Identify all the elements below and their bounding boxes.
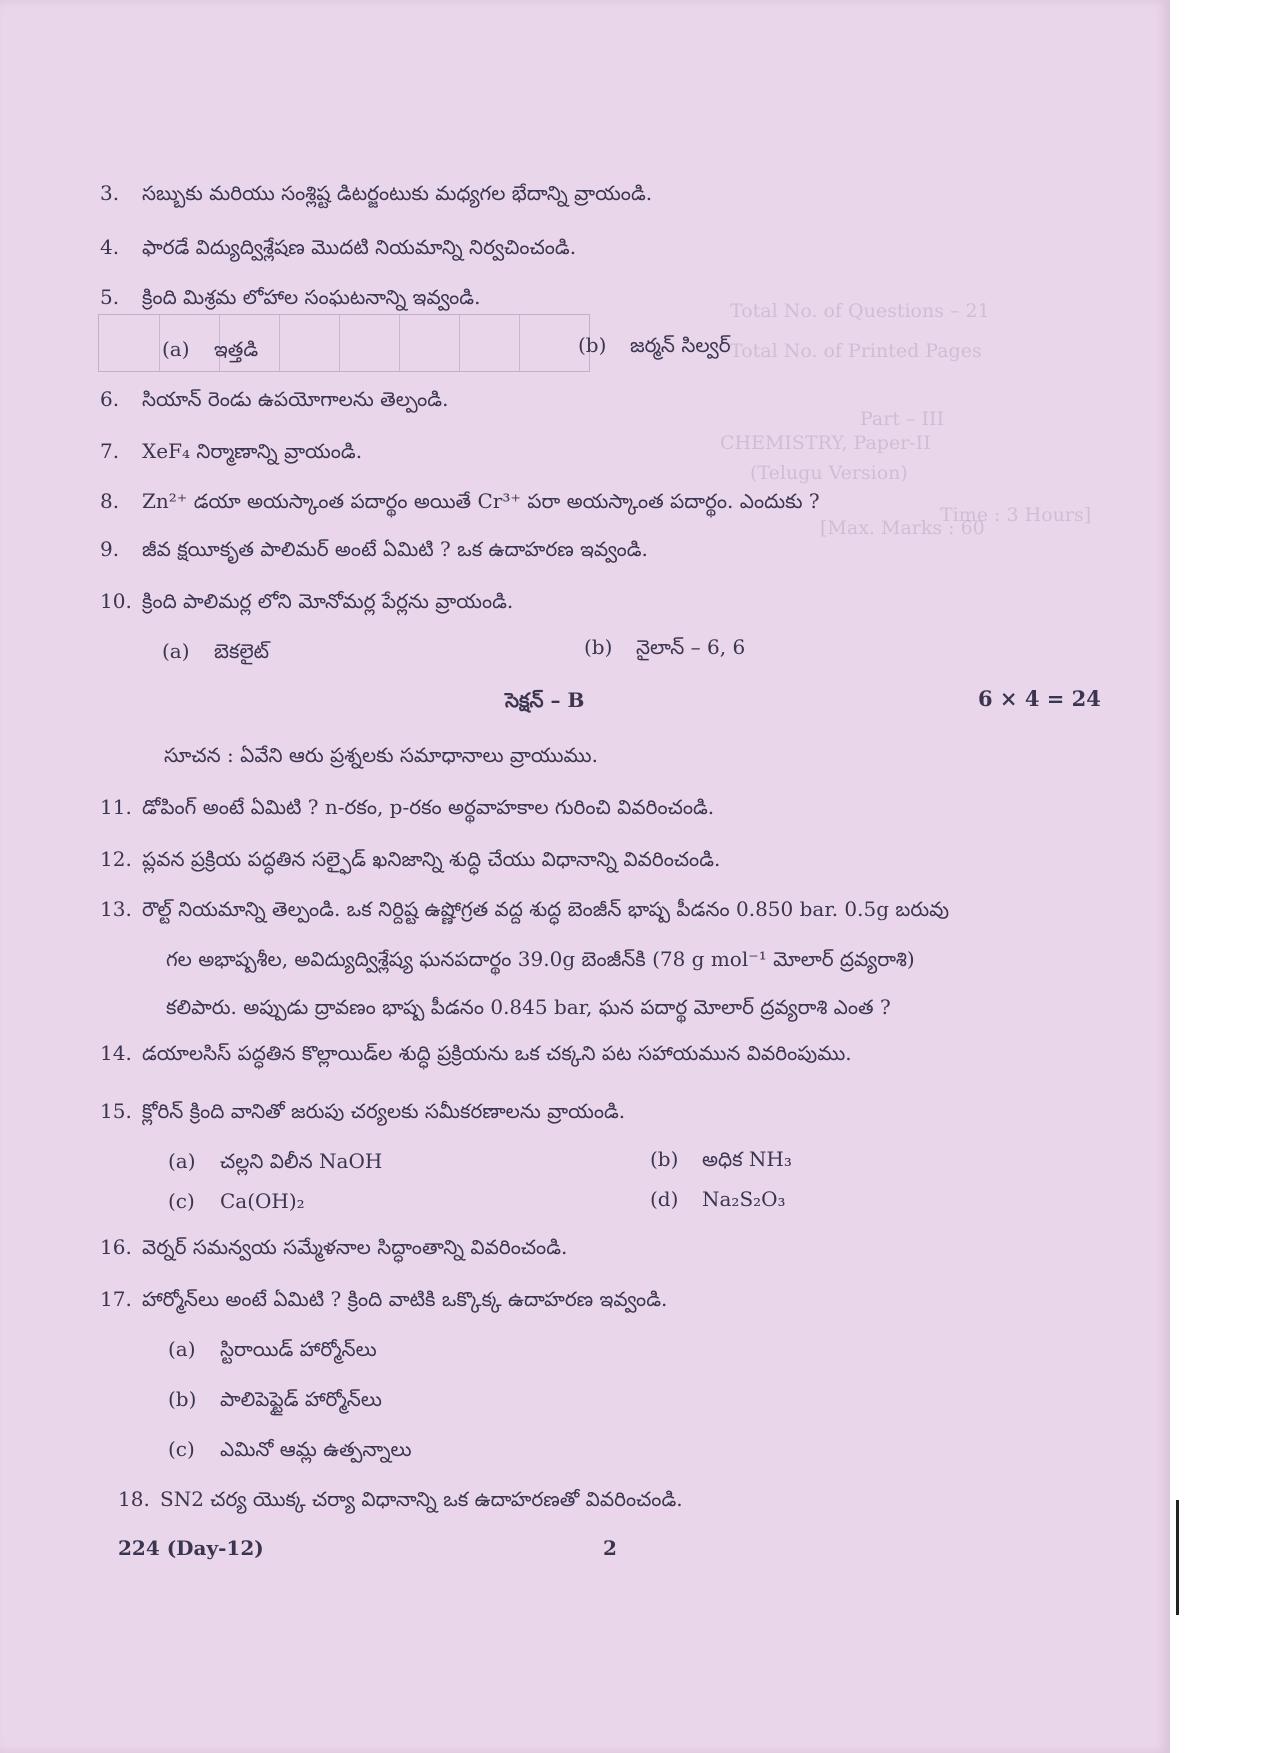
- question-text: క్రింది మిశ్రమ లోహాల సంఘటనాన్ని ఇవ్వండి.: [142, 285, 481, 309]
- option-10b: [584, 634, 745, 660]
- question-text: ప్లవన ప్రక్రియ పద్ధతిన సల్ఫైడ్ ఖనిజాన్ని శుద్ధి చేయు విధానాన్ని వివరించండి.: [142, 847, 721, 871]
- question-number: 5.: [100, 285, 120, 309]
- question-text: Zn²⁺ డయా అయస్కాంత పదార్థం అయితే Cr³⁺ పరా అయస్కాంత పదార్థం. ఎందుకు ?: [142, 489, 820, 513]
- question-text: సబ్బుకు మరియు సంశ్లిష్ట డిటర్జంటుకు మధ్యగల భేదాన్ని వ్రాయండి.: [142, 181, 653, 205]
- showthrough-text: (Telugu Version): [750, 462, 908, 484]
- question-number: 7.: [100, 439, 120, 463]
- question-text: ఫారడే విద్యుద్విశ్లేషణ మొదటి నియమాన్ని నిర్వచించండి.: [142, 235, 577, 259]
- question-text: డోపింగ్ అంటే ఏమిటి ? n-రకం, p-రకం అర్థవాహకాల గురించి వివరించండి.: [142, 795, 715, 819]
- section-instruction: సూచన : ఏవేని ఆరు ప్రశ్నలకు సమాధానాలు వ్రాయుము.: [164, 743, 598, 767]
- question-text: డయాలసిస్ పద్ధతిన కొల్లాయిడ్‌ల శుద్ధి ప్రక్రియను ఒక చక్కని పట సహాయమున వివరింపుము.: [142, 1041, 852, 1065]
- option-label: (a): [162, 639, 190, 663]
- question-text: హార్మోన్‌లు అంటే ఏమిటి ? క్రింది వాటికి ఒక్కొక్క ఉదాహరణ ఇవ్వండి.: [142, 1287, 668, 1311]
- option-label: (b): [168, 1387, 197, 1411]
- option-label: (a): [168, 1337, 196, 1361]
- question-number: 10.: [100, 589, 132, 613]
- question-text: క్రింది పాలిమర్ల లోని మోనోమర్ల పేర్లను వ్రాయండి.: [142, 589, 514, 613]
- question-number: 14.: [100, 1041, 132, 1065]
- question-3: [100, 180, 1090, 206]
- question-15: [100, 1098, 1090, 1124]
- question-17: [100, 1286, 1090, 1312]
- question-number: 11.: [100, 795, 132, 819]
- option-17a: [168, 1336, 377, 1362]
- question-12: [100, 846, 1090, 872]
- question-14: [100, 1040, 1090, 1066]
- showthrough-text: Time : 3 Hours]: [940, 504, 1092, 526]
- question-5: [100, 284, 1090, 310]
- question-text: జీవ క్షయీకృత పాలిమర్ అంటే ఏమిటి ? ఒక ఉదాహరణ ఇవ్వండి.: [142, 537, 648, 561]
- question-number: 9.: [100, 537, 120, 561]
- question-text: SN2 చర్య యొక్క చర్యా విధానాన్ని ఒక ఉదాహరణతో వివరించండి.: [160, 1487, 683, 1511]
- showthrough-text: Part – III: [860, 408, 945, 430]
- question-number: 17.: [100, 1287, 132, 1311]
- question-7: [100, 438, 1090, 464]
- option-text: స్టిరాయిడ్ హార్మోన్‌లు: [220, 1337, 377, 1361]
- question-text: రౌల్ట్ నియమాన్ని తెల్పండి. ఒక నిర్దిష్ట ఉష్ణోగ్రత వద్ద శుద్ధ బెంజీన్ భాష్ప పీడనం 0.850 bar. 0.5g బరువు: [142, 897, 950, 921]
- option-15a: [168, 1148, 382, 1174]
- question-number: 12.: [100, 847, 132, 871]
- option-label: (b): [578, 333, 607, 357]
- option-text: ఎమినో ఆమ్ల ఉత్పన్నాలు: [220, 1437, 412, 1461]
- question-16: [100, 1234, 1090, 1260]
- option-5b: [578, 332, 731, 358]
- question-text: XeF₄ నిర్మాణాన్ని వ్రాయండి.: [142, 439, 363, 463]
- question-number: 15.: [100, 1099, 132, 1123]
- section-marks: 6 × 4 = 24: [978, 686, 1101, 711]
- section-title: సెక్షన్ – B: [505, 688, 585, 712]
- question-8: [100, 488, 1090, 514]
- option-15b: [650, 1146, 792, 1172]
- question-number: 6.: [100, 387, 120, 411]
- showthrough-text: [Max. Marks : 60: [820, 517, 985, 539]
- question-13-continuation: గల అభాష్పశీల, అవిద్యుద్విశ్లేష్య ఘనపదార్థం 39.0g బెంజీన్‌కి (78 g mol⁻¹ మోలార్ ద్రవ్యరాశి): [166, 947, 915, 971]
- option-text: అధిక NH₃: [702, 1147, 792, 1171]
- option-17b: [168, 1386, 382, 1412]
- question-13: [100, 896, 1090, 922]
- question-number: 18.: [118, 1487, 150, 1511]
- question-6: [100, 386, 1090, 412]
- question-9: [100, 536, 1090, 562]
- page-number: 2: [603, 1536, 617, 1560]
- option-label: (c): [168, 1437, 195, 1461]
- question-18: [118, 1486, 1108, 1512]
- showthrough-text: Total No. of Questions – 21: [730, 300, 990, 322]
- question-number: 3.: [100, 181, 120, 205]
- option-text: Ca(OH)₂: [220, 1189, 305, 1213]
- question-text: సియాన్ రెండు ఉపయోగాలను తెల్పండి.: [142, 387, 449, 411]
- option-5a: [162, 336, 258, 362]
- showthrough-text: CHEMISTRY, Paper-II: [720, 432, 931, 454]
- question-number: 8.: [100, 489, 120, 513]
- option-label: (c): [168, 1189, 195, 1213]
- question-4: [100, 234, 1090, 260]
- option-text: నైలాన్ – 6, 6: [636, 635, 746, 659]
- option-17c: [168, 1436, 412, 1462]
- question-number: 16.: [100, 1235, 132, 1259]
- showthrough-text: Total No. of Printed Pages: [730, 340, 982, 362]
- option-text: బెకలైట్: [214, 639, 270, 663]
- question-10: [100, 588, 1090, 614]
- option-text: జర్మన్ సిల్వర్: [630, 333, 731, 357]
- question-text: క్లోరిన్ క్రింది వానితో జరుపు చర్యలకు సమీకరణాలను వ్రాయండి.: [142, 1099, 626, 1123]
- option-15d: [650, 1186, 786, 1212]
- option-label: (a): [168, 1149, 196, 1173]
- paper-code: 224 (Day-12): [118, 1536, 264, 1560]
- option-label: (d): [650, 1187, 679, 1211]
- option-label: (b): [584, 635, 613, 659]
- scan-edge-mark: [1176, 1500, 1179, 1615]
- question-11: [100, 794, 1090, 820]
- question-text: వెర్నర్ సమన్వయ సమ్మేళనాల సిద్ధాంతాన్ని వివరించండి.: [142, 1235, 568, 1259]
- option-text: చల్లని విలీన NaOH: [220, 1149, 383, 1173]
- option-label: (a): [162, 337, 190, 361]
- option-10a: [162, 638, 269, 664]
- question-number: 13.: [100, 897, 132, 921]
- option-label: (b): [650, 1147, 679, 1171]
- option-15c: [168, 1188, 305, 1214]
- question-13-continuation: కలిపారు. అప్పుడు ద్రావణం భాష్ప పీడనం 0.845 bar, ఘన పదార్థ మోలార్ ద్రవ్యరాశి ఎంత ?: [166, 995, 891, 1019]
- option-text: Na₂S₂O₃: [702, 1187, 786, 1211]
- question-number: 4.: [100, 235, 120, 259]
- option-text: ఇత్తడి: [214, 337, 259, 361]
- option-text: పాలిపెప్టైడ్ హార్మోన్‌లు: [220, 1387, 382, 1411]
